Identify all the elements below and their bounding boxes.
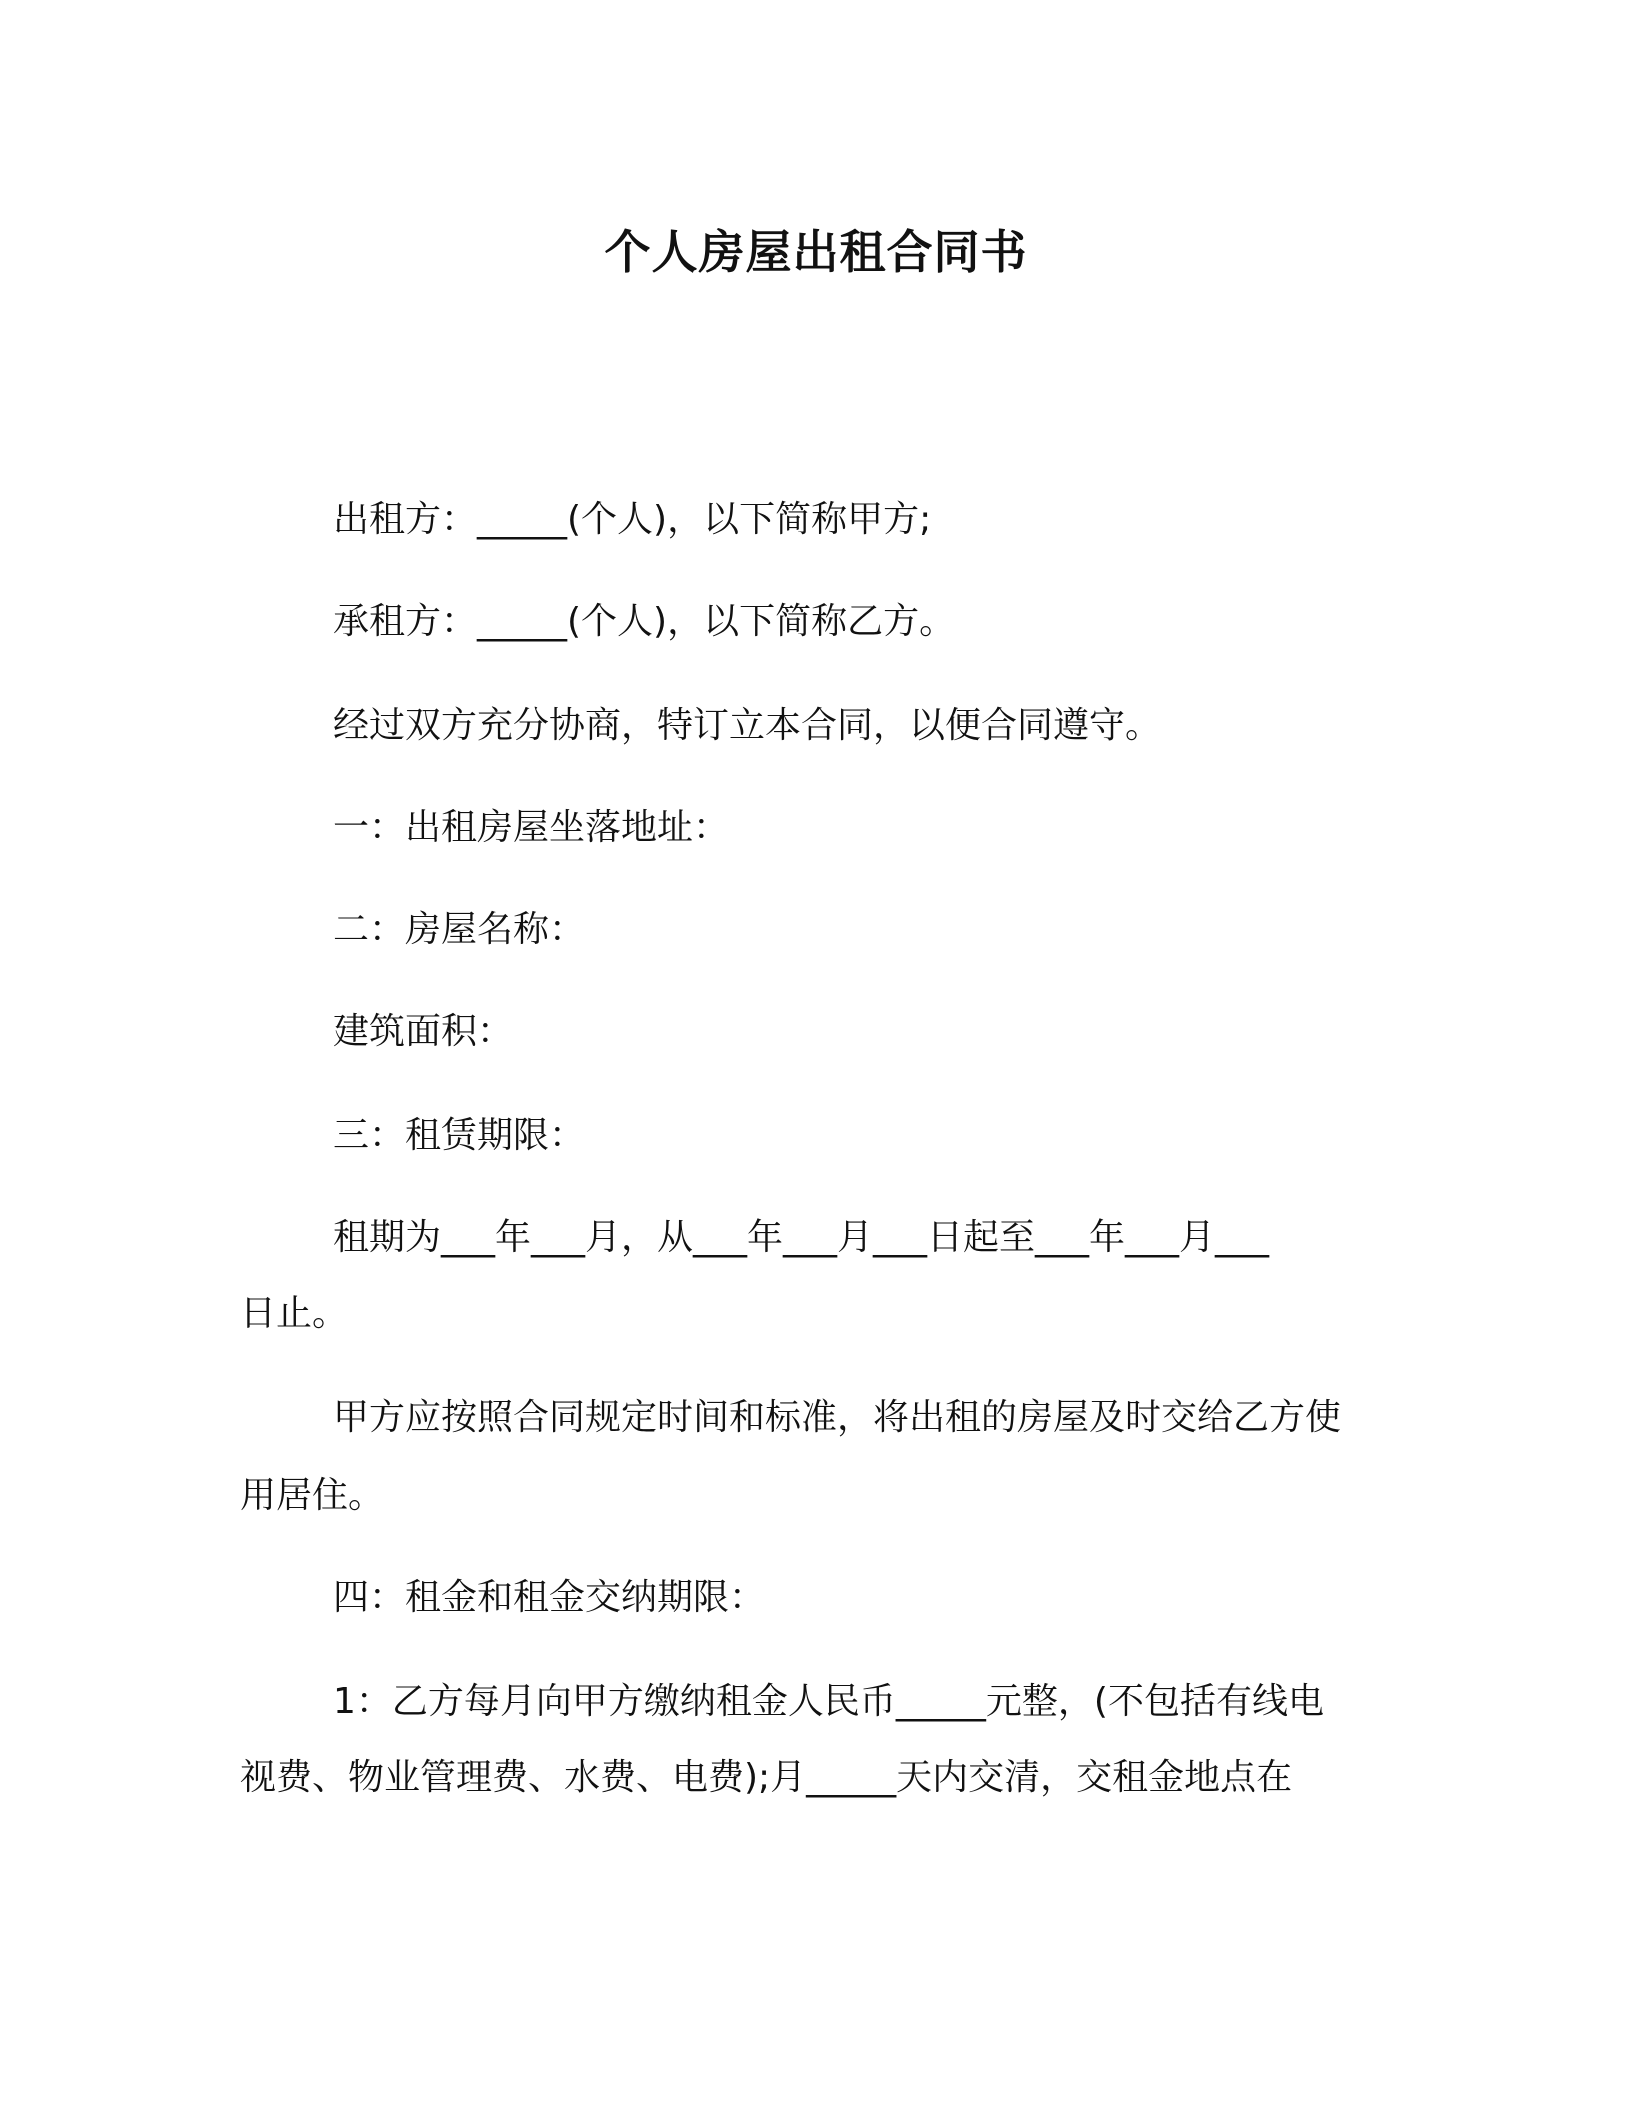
rent-clause-line: 1：乙方每月向甲方缴纳租金人民币_____元整，(不包括有线电 bbox=[333, 1681, 1324, 1722]
section-4-heading: 四：租金和租金交纳期限： bbox=[333, 1577, 766, 1618]
section-1-heading: 一：出租房屋坐落地址： bbox=[333, 807, 730, 848]
lessee-line: 承租方：_____(个人)，以下简称乙方。 bbox=[333, 601, 956, 642]
rent-clause-line-cont: 视费、物业管理费、水费、电费);月_____天内交清，交租金地点在 bbox=[240, 1757, 1293, 1798]
lessor-line: 出租方：_____(个人)，以下简称甲方; bbox=[333, 499, 932, 540]
lease-term-line: 租期为___年___月，从___年___月___日起至___年___月___ bbox=[333, 1217, 1270, 1258]
section-3-heading: 三：租赁期限： bbox=[333, 1115, 586, 1156]
agreement-line: 经过双方充分协商，特订立本合同，以便合同遵守。 bbox=[333, 705, 1162, 746]
handover-line-cont: 用居住。 bbox=[240, 1475, 385, 1516]
handover-line: 甲方应按照合同规定时间和标准，将出租的房屋及时交给乙方使 bbox=[333, 1397, 1342, 1438]
section-2-heading: 二：房屋名称： bbox=[333, 909, 586, 950]
floor-area-line: 建筑面积： bbox=[333, 1011, 514, 1052]
lease-term-line-cont: 日止。 bbox=[240, 1293, 349, 1334]
document-title: 个人房屋出租合同书 bbox=[604, 225, 1028, 279]
